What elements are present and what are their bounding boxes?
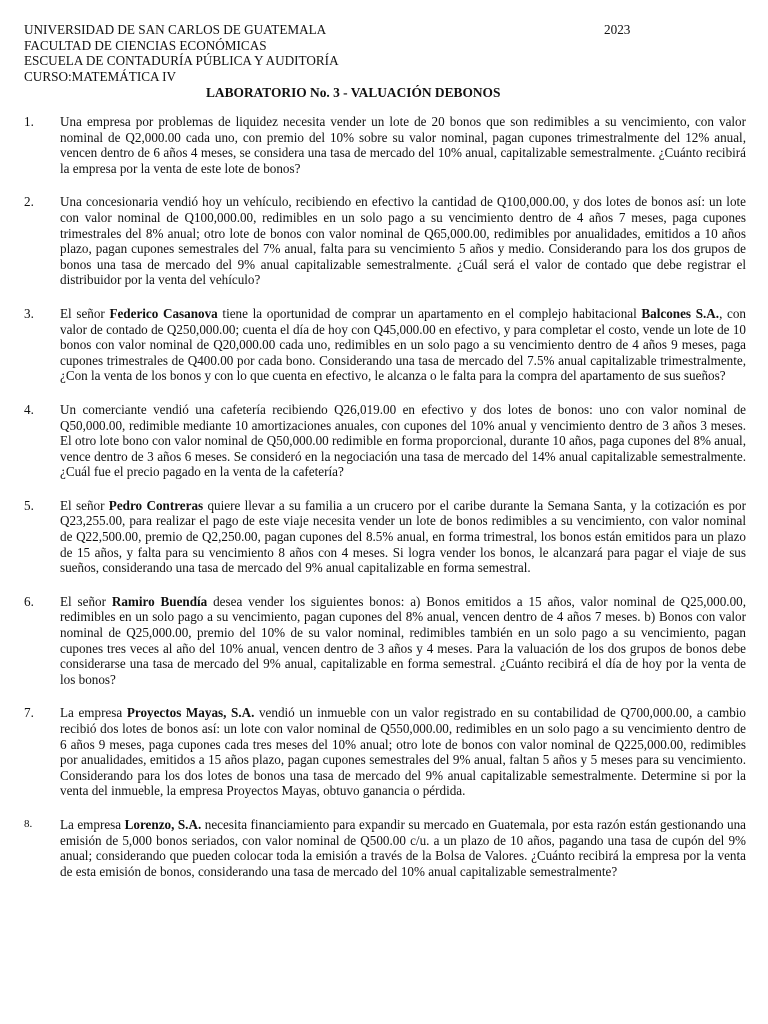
problem-8 (24, 817, 746, 879)
problem-text: Una empresa por problemas de liquidez necesita vender un lote de 20 bonos que son redimibles a su vencimiento, con valor nominal de Q2,000.00 cada uno, con premio del 10% sobre su valor nominal, pagan cupones trimestralmente del 12% anual, vencen dentro de 6 años 4 meses, se considera una tasa de mercado del 10% anual, capitalizable semestralmente. ¿Cuánto recibirá la empresa por la venta de este lote de bonos? (60, 114, 746, 176)
header-year: 2023 (604, 22, 631, 37)
problem-text-post: , con valor de contado de Q250,000.00; cuenta el día de hoy con Q45,000.00 en efectivo, y para completar el costo, vende un lote de 10 bonos con valor nominal de Q20,000.00 cada uno, redimibles en un solo pago a su vencimiento dentro de 4 años 9 meses, paga cupones trimestrales de Q400.00 por cada bono. Considerando una tasa de mercado del 7.5% anual capitalizable trimestralmente, ¿Con la venta de los bonos y con lo que cuenta en efectivo, le alcanza o le falta para la compra del apartamento de sus sueños? (60, 305, 746, 384)
problem-text (60, 817, 746, 879)
problem-text-pre: La empresa (60, 705, 127, 721)
problem-number: 1. (24, 114, 34, 129)
problem-5 (24, 498, 746, 576)
problem-text: Un comerciante vendió una cafetería recibiendo Q26,019.00 en efectivo y dos lotes de bonos: uno con valor nominal de Q50,000.00, redimible mediante 10 amortizaciones anuales, con cupones del 10% anual y vencimiento dentro de 3 años 3 meses. El otro lote bono con valor nominal de Q50,000.00 redimible en forma proporcional, durante 10 años, paga cupones del 8% anual, vence dentro de 3 años 6 meses. Se consideró en la negociación una tasa de mercado del 14% anual capitalizable semestralmente. ¿Cuál fue el precio pagado en la venta de la cafetería? (60, 401, 746, 480)
document-header (24, 22, 746, 84)
problem-1 (24, 114, 746, 176)
problem-number: 5. (24, 497, 34, 513)
problem-number: 2. (24, 194, 34, 210)
problem-number: 3. (24, 305, 34, 321)
person-name: Pedro Contreras (108, 497, 204, 513)
problem-text (60, 705, 746, 799)
problem-number: 6. (24, 593, 34, 609)
person-name: Ramiro Buendía (111, 593, 208, 609)
problem-2 (24, 194, 746, 288)
problem-number: 7. (24, 705, 34, 721)
problem-list (24, 114, 746, 879)
problem-text-post: vendió un inmueble con un valor registrado en su contabilidad de Q700,000.00, a cambio recibió dos lotes de bonos así: un lote con valor nominal de Q550,000.00, redimibles en un solo pago a su vencimiento dentro de 6 años 9 meses, paga cupones cada tres meses del 10% anual; otro lote de bonos con valor nominal de Q225,000.00, redimibles por anualidades, emitidos a 15 años plazo, pagan cupones semestrales del 9% anual, faltan 5 años y 5 meses para su vencimiento. Considerando para los dos lotes de bonos una tasa de mercado del 9% anual capitalizable semestralmente. Determine si por la venta del inmueble, la empresa Proyectos Mayas, obtuvo ganancia o pérdida. (60, 705, 746, 799)
problem-text-pre: El señor (60, 305, 110, 321)
problem-text-pre: El señor (60, 593, 112, 609)
problem-6 (24, 594, 746, 688)
person-name: Federico Casanova (109, 305, 218, 321)
problem-text-post: desea vender los siguientes bonos: a) Bonos emitidos a 15 años, valor nominal de Q25,000.00, redimibles en un solo pago a su vencimiento, pagan cupones del 8% anual, vencen dentro de 4 años 7 meses. b) Bonos con valor nominal de Q25,000.00, premio del 10% de su valor nominal, redimibles también en un solo pago a su vencimiento, pagan cupones tres veces al año del 10% anual, vencen dentro de 3 años y 4 meses. Para la valuación de los dos grupos de bonos debe considerarse una tasa de mercado del 9% anual, capitalizable en forma semestral. ¿Cuánto recibirá el día de hoy por la venta de los bonos? (60, 593, 747, 687)
problem-text (60, 594, 746, 688)
company-name: Lorenzo, S.A. (124, 816, 202, 832)
problem-text: Una concesionaria vendió hoy un vehículo, recibiendo en efectivo la cantidad de Q100,000.00, y dos lotes de bonos así: un lote con valor nominal de Q100,000.00, redimibles en un solo pago a su vencimiento dentro de 4 años 7 meses, paga cupones trimestrales del 8% anual; otro lote de bonos con valor nominal de Q65,000.00, redimibles por anualidades, emitidos a 10 años plazo, pagan cupones semestrales del 7% anual, falta para su vencimiento 5 años y medio. Considerando para los dos grupos de bonos una tasa de mercado del 9% anual capitalizable semestralmente. ¿Cuál será el valor de contado que debe registrar el distribuidor por la venta del vehículo? (60, 194, 746, 288)
problem-text (60, 498, 746, 576)
header-university: UNIVERSIDAD DE SAN CARLOS DE GUATEMALA (24, 22, 327, 37)
problem-text-post: quiere llevar a su familia a un crucero por el caribe durante la Semana Santa, y la cotización es por Q23,255.00, para realizar el pago de este viaje necesita vender un lote de bonos redimibles a su vencimiento, con valor nominal de Q22,500.00, premio de Q2,250.00, pagan cupones del 8.5% anual, en forma trimestral, los bonos están emitidos para un plazo de 15 años, y falta para su vencimiento 8 años con 4 meses. Si logra vender los bonos, le alcanzará para pagar el viaje de sus sueños, considerando una tasa de mercado del 9% anual capitalizable en forma semestral. (60, 497, 746, 576)
company-name: Balcones S.A. (641, 305, 720, 321)
problem-text (60, 306, 746, 384)
problem-3 (24, 306, 746, 384)
problem-4 (24, 402, 746, 480)
header-course: CURSO:MATEMÁTICA IV (24, 68, 177, 84)
header-school: ESCUELA DE CONTADURÍA PÚBLICA Y AUDITORÍA (24, 53, 339, 68)
problem-7 (24, 705, 746, 799)
problem-text-pre: El señor (60, 497, 109, 513)
header-faculty: FACULTAD DE CIENCIAS ECONÓMICAS (24, 37, 267, 53)
page-title: LABORATORIO No. 3 - VALUACIÓN DEBONOS (206, 85, 501, 100)
problem-text-mid: tiene la oportunidad de comprar un apartamento en el complejo habitacional (217, 305, 642, 321)
company-name: Proyectos Mayas, S.A. (126, 705, 255, 721)
problem-text-pre: La empresa (60, 816, 125, 832)
problem-number: 4. (24, 401, 34, 417)
problem-number: 8. (24, 817, 33, 830)
problem-text-post: necesita financiamiento para expandir su mercado en Guatemala, por esta razón están gestionando una emisión de 5,000 bonos seriados, con valor nominal de Q500.00 c/u. a un plazo de 10 años, pagando una tasa de cupón del 9% anual; considerando que pueden colocar toda la emisión a través de la Bolsa de Valores. ¿Cuánto recibirá la empresa por la venta de esta emisión de bonos, considerando una tasa de mercado del 10% anual capitalizable semestralmente? (60, 816, 746, 879)
